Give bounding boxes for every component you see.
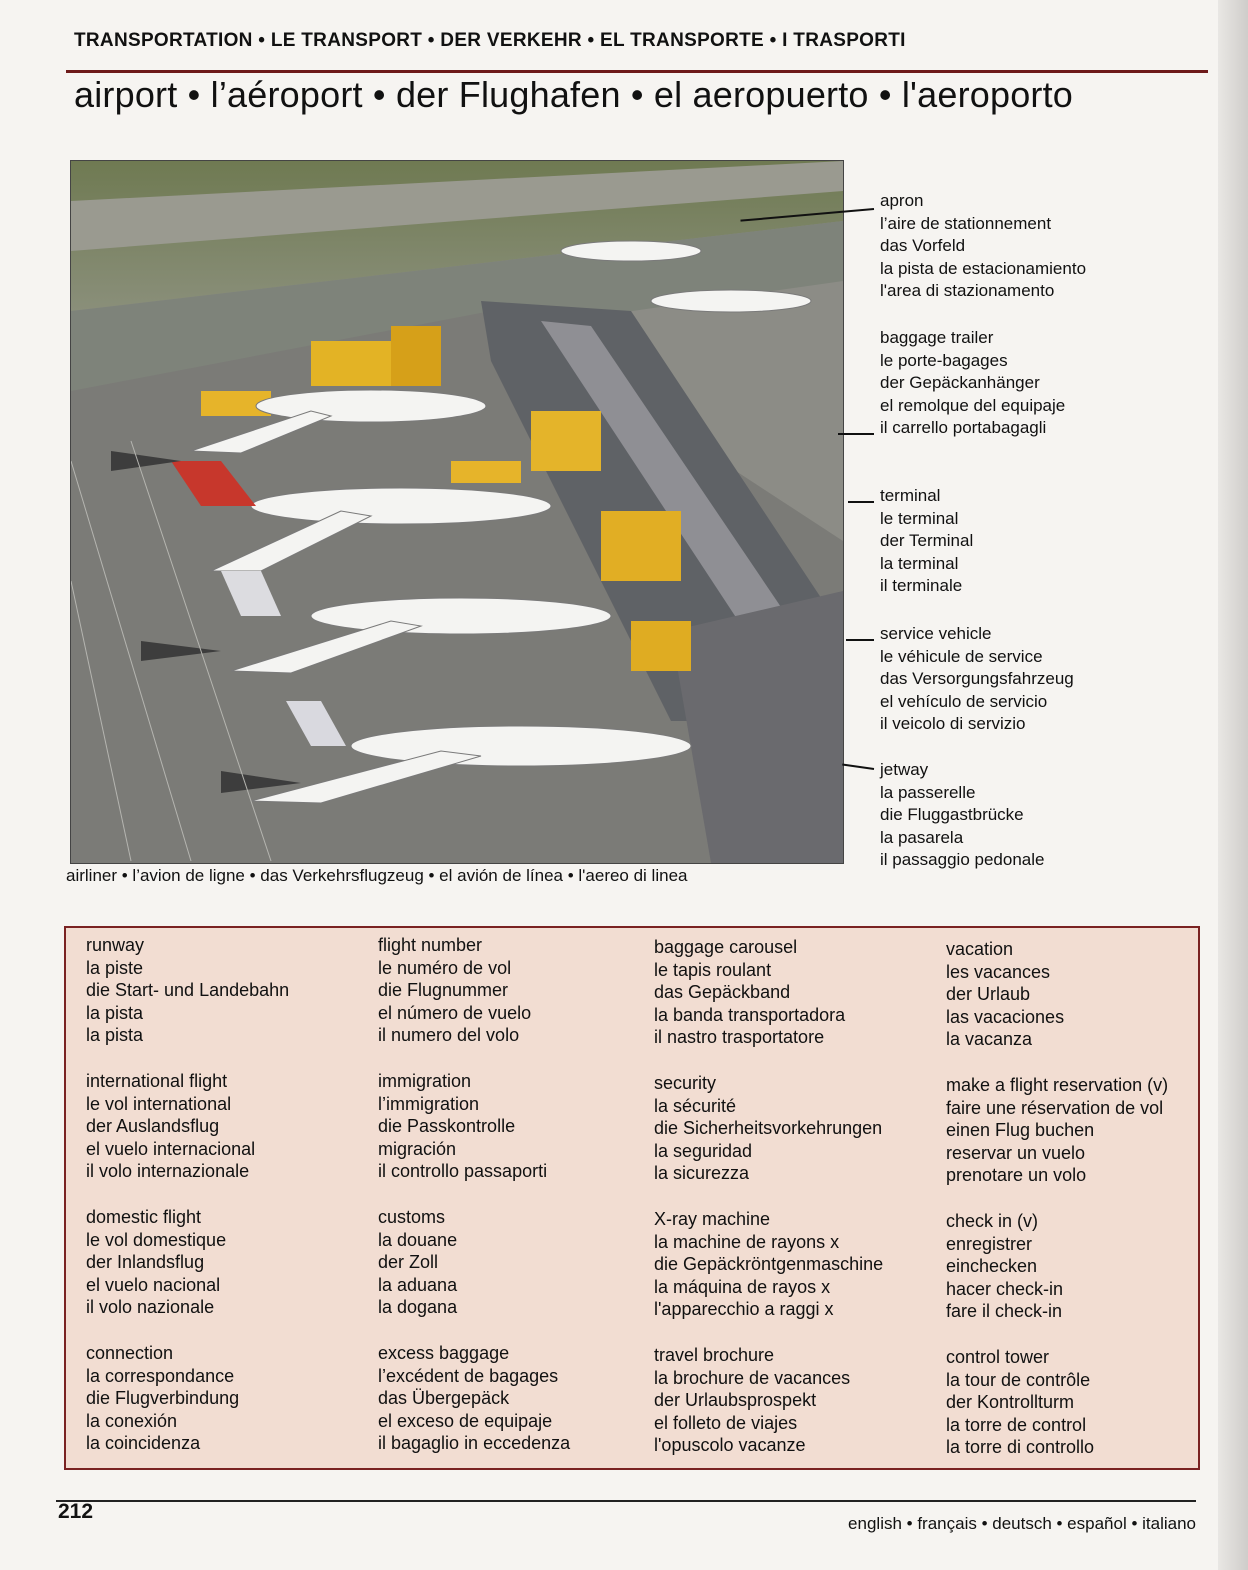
- vocab-line: control tower: [946, 1347, 1050, 1367]
- vocab-line: la aduana: [378, 1274, 458, 1295]
- vocab-line: reservar un vuelo: [946, 1142, 1086, 1163]
- vocab-line: runway: [86, 935, 145, 955]
- vocab-entry: [654, 1072, 882, 1185]
- vocab-entry: [654, 936, 845, 1049]
- label-line: le porte-bagages: [880, 350, 1008, 370]
- label-line: l’aire de stationnement: [880, 213, 1052, 233]
- vocab-line: der Inlandsflug: [86, 1252, 205, 1272]
- leader-line-baggage-trailer: [838, 433, 874, 435]
- vocab-line: la correspondance: [86, 1365, 235, 1386]
- vocab-line: il bagaglio in eccedenza: [378, 1433, 571, 1453]
- vocab-line: la pista: [86, 1025, 144, 1045]
- footer-rule: [56, 1500, 1196, 1502]
- vocab-line: le numéro de vol: [378, 957, 512, 978]
- label-line: el vehículo de servicio: [880, 691, 1048, 711]
- label-line: jetway: [880, 760, 929, 779]
- label-line: apron: [880, 191, 924, 210]
- vocab-line: customs: [378, 1207, 446, 1227]
- vocab-entry: [378, 934, 531, 1047]
- vocab-line: travel brochure: [654, 1345, 775, 1365]
- label-line: l'area di stazionamento: [880, 281, 1055, 300]
- vocab-line: international flight: [86, 1071, 228, 1091]
- label-line: la terminal: [880, 553, 959, 573]
- vocab-line: las vacaciones: [946, 1006, 1065, 1027]
- label-baggage-trailer: [880, 327, 1065, 440]
- label-line: il passaggio pedonale: [880, 850, 1045, 869]
- label-line: il terminale: [880, 576, 963, 595]
- vocab-line: flight number: [378, 935, 483, 955]
- photo-caption: airliner • l’avion de ligne • das Verkehrsflugzeug • el avión de línea • l'aereo di linea: [66, 866, 688, 885]
- vocab-entry: [86, 934, 289, 1047]
- vocab-entry: [654, 1344, 850, 1457]
- vocab-line: das Gepäckband: [654, 982, 791, 1002]
- vocab-line: il controllo passaporti: [378, 1161, 548, 1181]
- vocab-line: la brochure de vacances: [654, 1367, 851, 1388]
- vocabulary-box: [64, 926, 1200, 1470]
- vocab-line: la banda transportadora: [654, 1004, 846, 1025]
- vocab-line: vacation: [946, 939, 1014, 959]
- vocab-line: les vacances: [946, 961, 1051, 982]
- vocab-entry: [946, 1346, 1094, 1459]
- vocab-line: la tour de contrôle: [946, 1369, 1091, 1390]
- label-line: la passerelle: [880, 782, 976, 802]
- vocab-line: la máquina de rayos x: [654, 1276, 831, 1297]
- vocab-line: la torre de control: [946, 1414, 1087, 1435]
- vocab-line: prenotare un volo: [946, 1165, 1087, 1185]
- label-apron: [880, 190, 1086, 303]
- vocab-line: einchecken: [946, 1256, 1038, 1276]
- header-rule: [66, 70, 1208, 73]
- vocab-entry: [946, 1210, 1063, 1323]
- vocab-entry: [86, 1070, 255, 1183]
- vocab-line: die Flugverbindung: [86, 1388, 240, 1408]
- label-line: el remolque del equipaje: [880, 395, 1066, 415]
- vocab-line: le vol international: [86, 1093, 232, 1114]
- label-line: il veicolo di servizio: [880, 714, 1026, 733]
- label-terminal: [880, 485, 973, 598]
- vocab-entry: [86, 1342, 239, 1455]
- vocab-line: fare il check-in: [946, 1301, 1063, 1321]
- vocab-line: el exceso de equipaje: [378, 1410, 553, 1431]
- vocab-entry: [86, 1206, 226, 1319]
- label-line: service vehicle: [880, 624, 992, 643]
- label-line: das Vorfeld: [880, 236, 966, 255]
- vocab-line: l’immigration: [378, 1093, 480, 1114]
- label-line: le terminal: [880, 508, 959, 528]
- label-jetway: [880, 759, 1044, 872]
- vocab-line: il volo nazionale: [86, 1297, 215, 1317]
- section-header: TRANSPORTATION • LE TRANSPORT • DER VERKEHR • EL TRANSPORTE • I TRASPORTI: [74, 30, 906, 51]
- vocab-line: enregistrer: [946, 1233, 1033, 1254]
- vocab-line: l'opuscolo vacanze: [654, 1435, 806, 1455]
- vocab-entry: [378, 1070, 547, 1183]
- vocab-line: il numero del volo: [378, 1025, 520, 1045]
- vocab-line: il nastro trasportatore: [654, 1027, 825, 1047]
- page-number: 212: [58, 1500, 94, 1523]
- vocab-line: connection: [86, 1343, 174, 1363]
- vocab-entry: [946, 1074, 1168, 1187]
- leader-line-service-vehicle: [846, 639, 874, 641]
- vocab-line: l'apparecchio a raggi x: [654, 1299, 834, 1319]
- vocab-line: la pista: [86, 1002, 144, 1023]
- languages-footer: english • français • deutsch • español • italiano: [848, 1514, 1196, 1533]
- vocab-line: la seguridad: [654, 1140, 753, 1161]
- vocab-line: l’excédent de bagages: [378, 1365, 559, 1386]
- label-line: le véhicule de service: [880, 646, 1043, 666]
- label-line: la pista de estacionamiento: [880, 258, 1087, 278]
- vocab-line: der Urlaubsprospekt: [654, 1390, 817, 1410]
- label-line: der Gepäckanhänger: [880, 373, 1040, 392]
- vocab-line: el número de vuelo: [378, 1002, 532, 1023]
- vocab-line: la piste: [86, 957, 144, 978]
- vocab-line: hacer check-in: [946, 1278, 1064, 1299]
- vocab-line: excess baggage: [378, 1343, 510, 1363]
- label-service-vehicle: [880, 623, 1074, 736]
- vocab-line: il volo internazionale: [86, 1161, 250, 1181]
- vocab-line: das Übergepäck: [378, 1388, 510, 1408]
- vocab-line: el vuelo internacional: [86, 1138, 256, 1159]
- label-line: der Terminal: [880, 531, 974, 550]
- vocab-line: la conexión: [86, 1410, 178, 1431]
- vocab-line: der Zoll: [378, 1252, 439, 1272]
- leader-line-jetway: [842, 764, 874, 770]
- vocab-line: faire une réservation de vol: [946, 1097, 1164, 1118]
- vocab-line: la machine de rayons x: [654, 1231, 840, 1252]
- vocab-line: el folleto de viajes: [654, 1412, 798, 1433]
- vocab-line: immigration: [378, 1071, 472, 1091]
- vocab-line: la sécurité: [654, 1095, 737, 1116]
- vocab-entry: [378, 1342, 570, 1455]
- page-title: airport • l’aéroport • der Flughafen • el aeropuerto • l'aeroporto: [74, 74, 1074, 115]
- airport-photo: [70, 160, 844, 864]
- vocab-line: die Sicherheitsvorkehrungen: [654, 1118, 883, 1138]
- vocab-line: check in (v): [946, 1211, 1039, 1231]
- vocab-line: der Kontrollturm: [946, 1392, 1075, 1412]
- vocab-line: die Start- und Landebahn: [86, 980, 290, 1000]
- label-line: das Versorgungsfahrzeug: [880, 669, 1074, 688]
- vocab-line: der Auslandsflug: [86, 1116, 220, 1136]
- vocab-line: le vol domestique: [86, 1229, 227, 1250]
- vocab-line: security: [654, 1073, 717, 1093]
- vocab-line: migración: [378, 1138, 457, 1159]
- vocab-line: la dogana: [378, 1297, 458, 1317]
- vocab-line: einen Flug buchen: [946, 1120, 1095, 1140]
- vocab-line: la douane: [378, 1229, 458, 1250]
- vocab-line: die Flugnummer: [378, 980, 509, 1000]
- vocab-line: la vacanza: [946, 1029, 1033, 1049]
- vocab-entry: [654, 1208, 883, 1321]
- vocab-line: make a flight reservation (v): [946, 1075, 1169, 1095]
- label-line: il carrello portabagagli: [880, 418, 1047, 437]
- label-line: la pasarela: [880, 827, 964, 847]
- vocab-line: la coincidenza: [86, 1433, 201, 1453]
- vocab-entry: [946, 938, 1064, 1051]
- vocab-line: domestic flight: [86, 1207, 202, 1227]
- label-line: die Fluggastbrücke: [880, 805, 1024, 824]
- vocab-line: la torre di controllo: [946, 1437, 1095, 1457]
- vocab-line: der Urlaub: [946, 984, 1031, 1004]
- vocab-line: le tapis roulant: [654, 959, 772, 980]
- label-line: terminal: [880, 486, 941, 505]
- vocab-entry: [378, 1206, 457, 1319]
- vocab-line: la sicurezza: [654, 1163, 750, 1183]
- leader-line-terminal: [848, 501, 874, 503]
- vocab-line: die Passkontrolle: [378, 1116, 516, 1136]
- label-line: baggage trailer: [880, 328, 994, 347]
- vocab-line: die Gepäckröntgenmaschine: [654, 1254, 884, 1274]
- vocab-line: X-ray machine: [654, 1209, 771, 1229]
- vocab-line: el vuelo nacional: [86, 1274, 221, 1295]
- page-edge-shadow: [1218, 0, 1248, 1570]
- vocab-line: baggage carousel: [654, 937, 798, 957]
